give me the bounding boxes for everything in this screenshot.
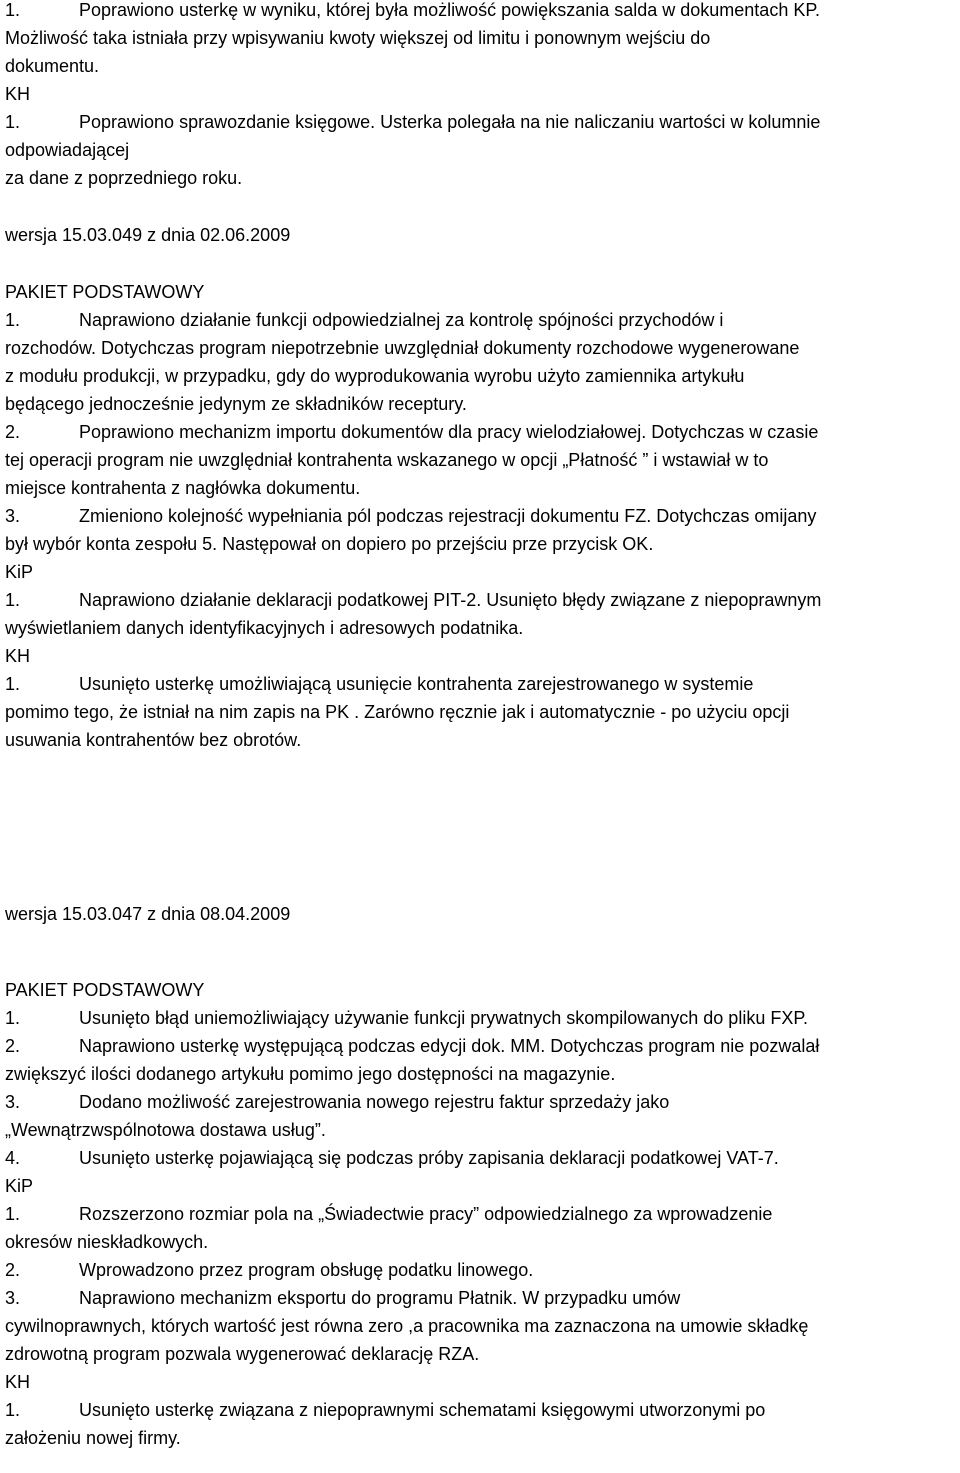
line-text: Dodano możliwość zarejestrowania nowego rejestru faktur sprzedaży jako — [79, 1092, 670, 1112]
document-line — [5, 1144, 779, 1172]
line-text: Rozszerzono rozmiar pola na „Świadectwie pracy” odpowiedzialnego za wprowadzenie — [79, 1204, 773, 1224]
line-text: Możliwość taka istniała przy wpisywaniu kwoty większej od limitu i ponownym wejściu do — [5, 28, 711, 48]
line-text: Naprawiono mechanizm eksportu do programu Płatnik. W przypadku umów — [79, 1288, 681, 1308]
list-number: 2. — [5, 1260, 21, 1280]
document-line — [5, 586, 821, 614]
line-text: zdrowotną program pozwala wygenerować deklarację RZA. — [5, 1344, 480, 1364]
line-text: Naprawiono usterkę występującą podczas edycji dok. MM. Dotychczas program nie pozwalał — [79, 1036, 820, 1056]
line-text: założeniu nowej firmy. — [5, 1428, 181, 1448]
document-line — [5, 1340, 479, 1368]
document-line — [5, 1032, 819, 1060]
document-line — [5, 1256, 533, 1284]
line-text: Naprawiono działanie funkcji odpowiedzialnej za kontrolę spójności przychodów i — [79, 310, 724, 330]
line-text: PAKIET PODSTAWOWY — [5, 282, 205, 302]
document-line — [5, 1060, 615, 1088]
document-line — [5, 418, 818, 446]
document-line — [5, 698, 789, 726]
list-number: 2. — [5, 422, 21, 442]
line-text: miejsce kontrahenta z nagłówka dokumentu. — [5, 478, 361, 498]
document-line — [5, 558, 33, 586]
line-text: z modułu produkcji, w przypadku, gdy do wyprodukowania wyrobu użyto zamiennika artykułu — [5, 366, 745, 386]
line-text: KH — [5, 1372, 31, 1392]
document-line — [5, 278, 204, 306]
line-text: KH — [5, 646, 31, 666]
document-line — [5, 614, 523, 642]
line-text: pomimo tego, że istniał na nim zapis na PK . Zarówno ręcznie jak i automatycznie - po użyciu opcji — [5, 702, 790, 722]
document-line — [5, 164, 242, 192]
line-text: „Wewnątrzwspólnotowa dostawa usług”. — [5, 1120, 326, 1140]
document-line — [5, 1284, 680, 1312]
line-text: Zmieniono kolejność wypełniania pól podczas rejestracji dokumentu FZ. Dotychczas omijany — [79, 506, 817, 526]
list-number: 3. — [5, 506, 21, 526]
document-line — [5, 502, 816, 530]
line-text: Poprawiono usterkę w wyniku, której była możliwość powiększania salda w dokumentach KP. — [79, 0, 821, 20]
line-text: odpowiadającej — [5, 140, 130, 160]
document-line — [5, 1088, 669, 1116]
list-number: 1. — [5, 0, 21, 20]
line-text: wyświetlaniem danych identyfikacyjnych i adresowych podatnika. — [5, 618, 524, 638]
document-line — [5, 1200, 772, 1228]
line-text: KiP — [5, 562, 34, 582]
line-text: był wybór konta zespołu 5. Następował on dopiero po przejściu prze przycisk OK. — [5, 534, 654, 554]
line-text: będącego jednocześnie jedynym ze składników receptury. — [5, 394, 467, 414]
line-text: okresów nieskładkowych. — [5, 1232, 209, 1252]
document-line — [5, 642, 30, 670]
list-number: 2. — [5, 1036, 21, 1056]
line-text: Wprowadzono przez program obsługę podatku linowego. — [79, 1260, 534, 1280]
document-line — [5, 80, 30, 108]
list-number: 1. — [5, 310, 21, 330]
list-number: 1. — [5, 590, 21, 610]
document-line — [5, 52, 99, 80]
document-line — [5, 221, 290, 249]
document-line — [5, 108, 820, 136]
line-text: Poprawiono sprawozdanie księgowe. Usterka polegała na nie naliczaniu wartości w kolumnie — [79, 112, 821, 132]
document-line — [5, 474, 360, 502]
document-line — [5, 334, 799, 362]
document-line — [5, 446, 768, 474]
list-number: 1. — [5, 674, 21, 694]
line-text: rozchodów. Dotychczas program niepotrzebnie uwzględniał dokumenty rozchodowe wygenerowane — [5, 338, 800, 358]
list-number: 3. — [5, 1092, 21, 1112]
list-number: 1. — [5, 1008, 21, 1028]
document-line — [5, 306, 723, 334]
line-text: Usunięto usterkę pojawiającą się podczas próby zapisania deklaracji podatkowej VAT-7. — [79, 1148, 779, 1168]
document-line — [5, 976, 204, 1004]
line-text: Poprawiono mechanizm importu dokumentów dla pracy wielodziałowej. Dotychczas w czasie — [79, 422, 819, 442]
document-line — [5, 390, 467, 418]
document-line — [5, 1116, 326, 1144]
line-text: wersja 15.03.047 z dnia 08.04.2009 — [5, 904, 291, 924]
document-line — [5, 900, 290, 928]
document-line — [5, 1368, 30, 1396]
document-line — [5, 530, 653, 558]
list-number: 4. — [5, 1148, 21, 1168]
document-line — [5, 1172, 33, 1200]
line-text: Usunięto błąd uniemożliwiający używanie funkcji prywatnych skompilowanych do pliku FXP. — [79, 1008, 809, 1028]
line-text: KiP — [5, 1176, 34, 1196]
line-text: Naprawiono działanie deklaracji podatkowej PIT-2. Usunięto błędy związane z niepoprawnym — [79, 590, 822, 610]
list-number: 1. — [5, 112, 21, 132]
document-line — [5, 0, 820, 24]
line-text: dokumentu. — [5, 56, 100, 76]
line-text: tej operacji program nie uwzględniał kontrahenta wskazanego w opcji „Płatność ” i wstawiał w to — [5, 450, 769, 470]
line-text: wersja 15.03.049 z dnia 02.06.2009 — [5, 225, 291, 245]
document-line — [5, 1396, 765, 1424]
document-line — [5, 1312, 808, 1340]
line-text: KH — [5, 84, 31, 104]
document-line — [5, 24, 710, 52]
line-text: Usunięto usterkę związana z niepoprawnymi schematami księgowymi utworzonymi po — [79, 1400, 766, 1420]
list-number: 3. — [5, 1288, 21, 1308]
document-line — [5, 1004, 808, 1032]
document-line — [5, 136, 129, 164]
line-text: zwiększyć ilości dodanego artykułu pomimo jego dostępności na magazynie. — [5, 1064, 616, 1084]
document-line — [5, 1424, 181, 1452]
document-line — [5, 726, 301, 754]
line-text: cywilnoprawnych, których wartość jest równa zero ,a pracownika ma zaznaczona na umowie składkę — [5, 1316, 809, 1336]
line-text: za dane z poprzedniego roku. — [5, 168, 243, 188]
list-number: 1. — [5, 1204, 21, 1224]
line-text: PAKIET PODSTAWOWY — [5, 980, 205, 1000]
line-text: usuwania kontrahentów bez obrotów. — [5, 730, 302, 750]
document-line — [5, 670, 753, 698]
document-line — [5, 1228, 208, 1256]
line-text: Usunięto usterkę umożliwiającą usunięcie kontrahenta zarejestrowanego w systemie — [79, 674, 754, 694]
list-number: 1. — [5, 1400, 21, 1420]
document-line — [5, 362, 744, 390]
